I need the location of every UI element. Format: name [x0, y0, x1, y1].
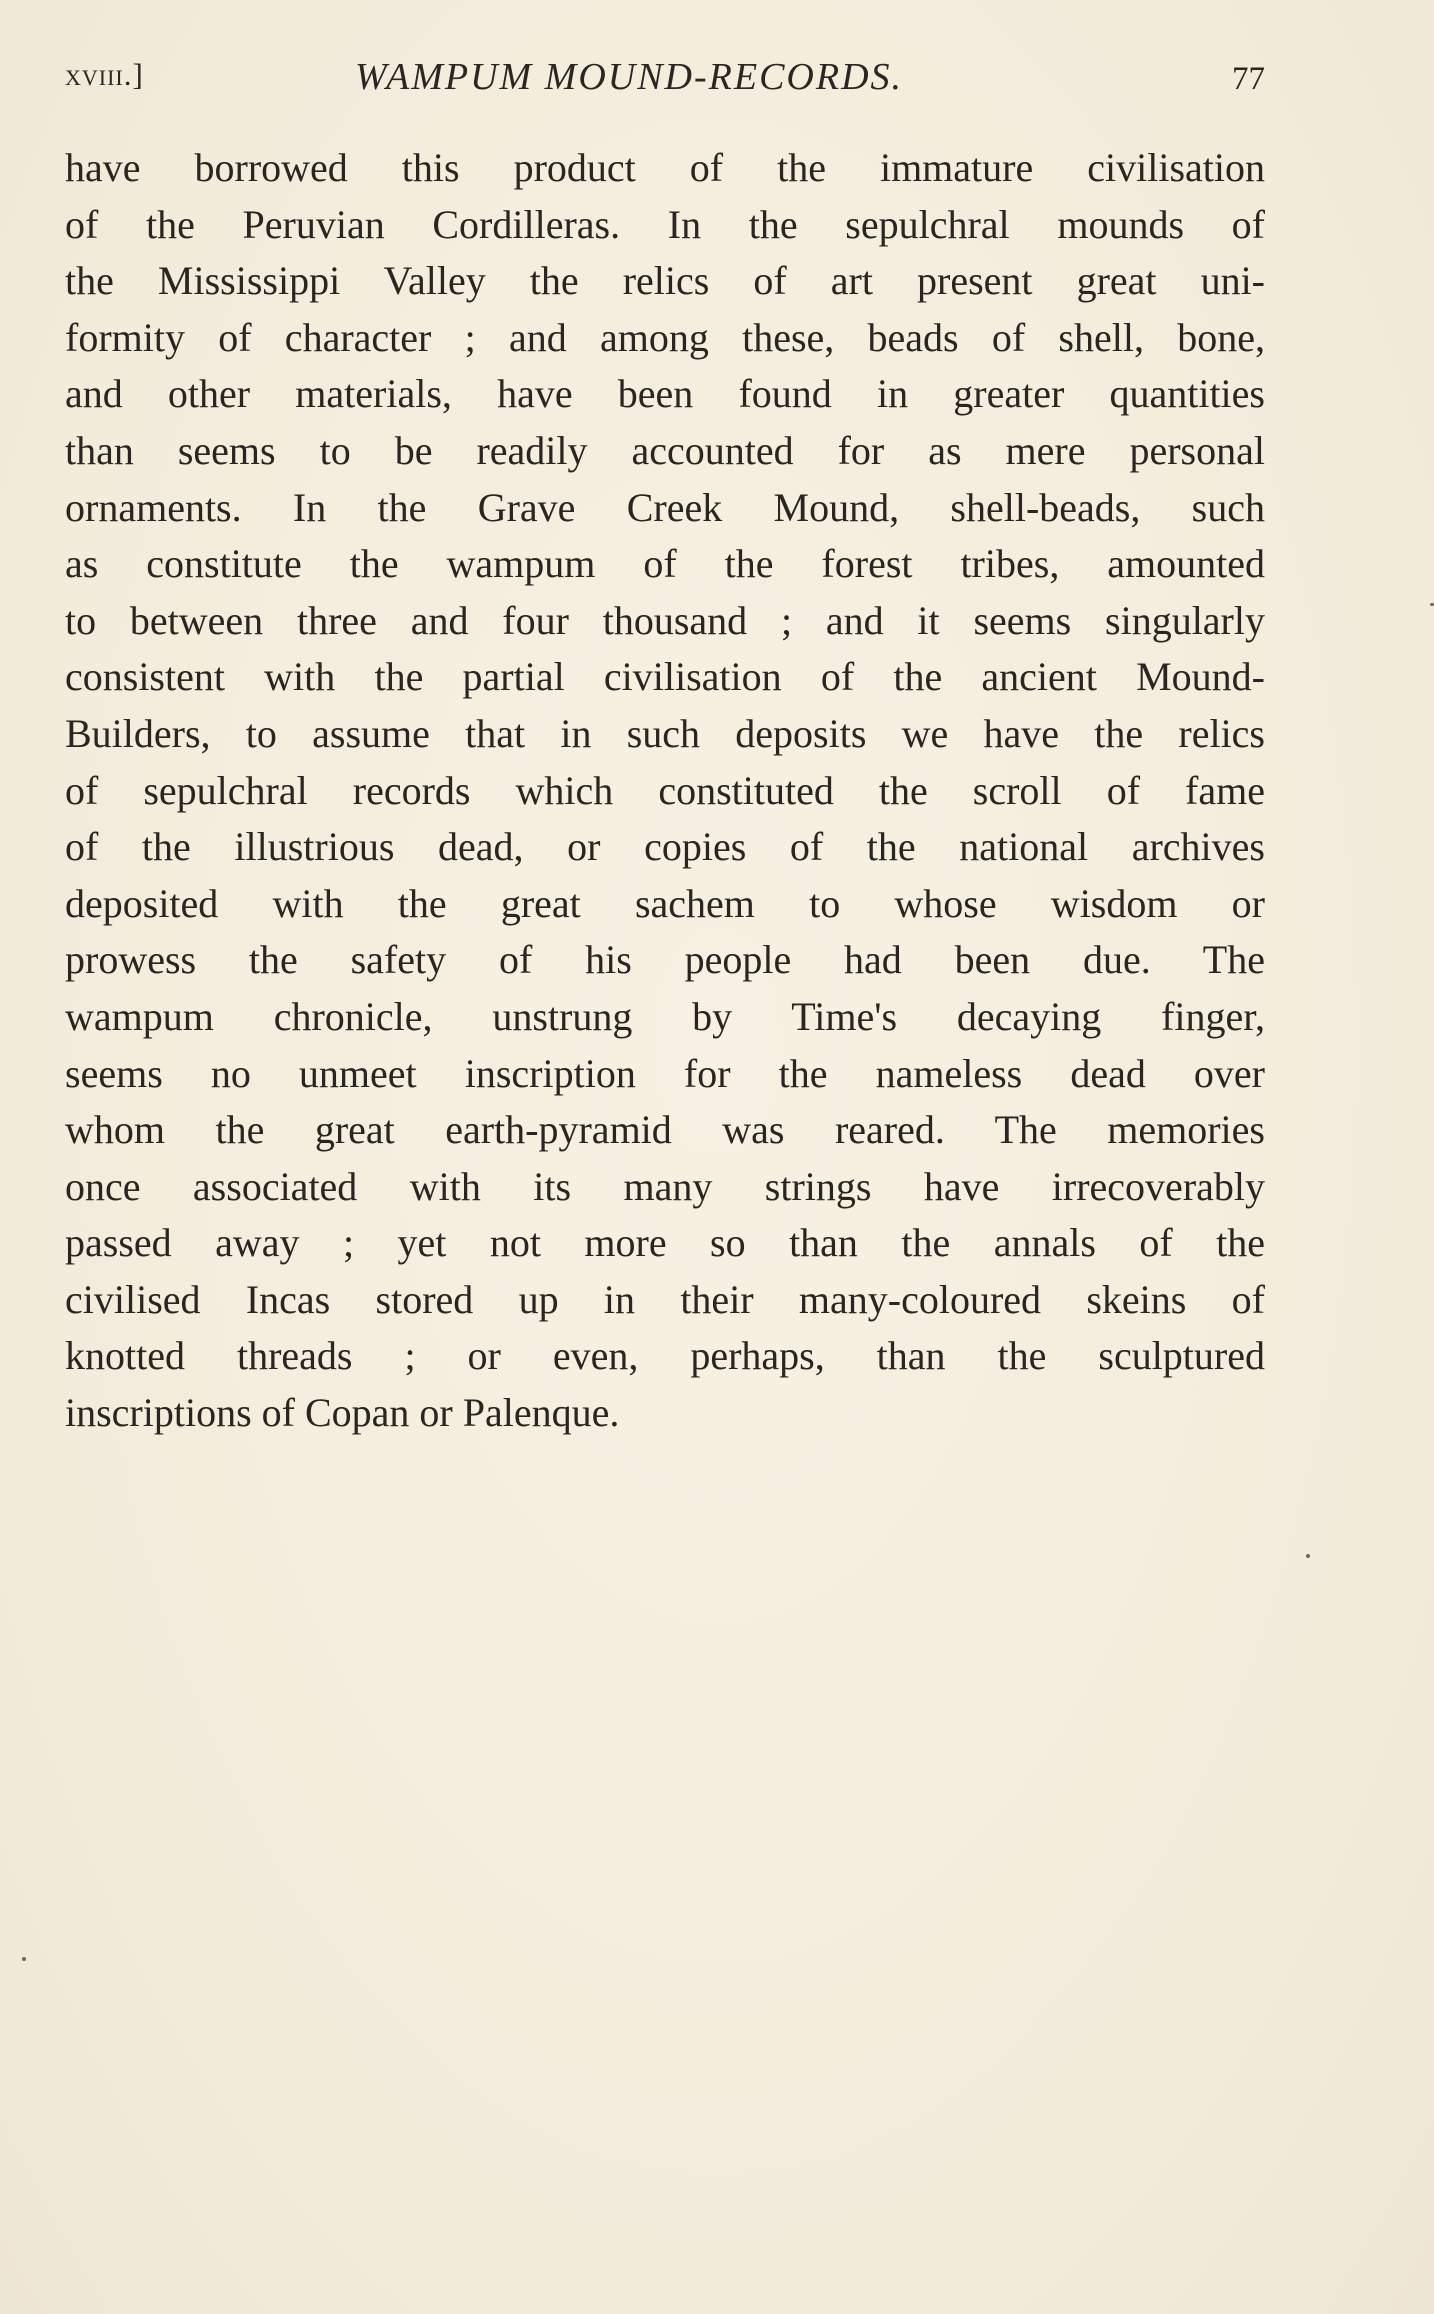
text-line: to between three and four thousand ; and it seems singularly — [65, 597, 1265, 643]
chapter-marker: xviii.] — [65, 57, 144, 92]
text-line: Builders, to assume that in such deposits we have the relics — [65, 710, 1265, 756]
text-line: ornaments. In the Grave Creek Mound, shell-beads, such — [65, 484, 1265, 530]
paper-speck — [22, 1957, 26, 1961]
text-line: seems no unmeet inscription for the nameless dead over — [65, 1050, 1265, 1096]
running-title: WAMPUM MOUND-RECORDS. — [355, 56, 904, 98]
text-line: as constitute the wampum of the forest tribes, amounted — [65, 541, 1265, 587]
text-line: of the illustrious dead, or copies of the national archives — [65, 824, 1265, 870]
text-line: passed away ; yet not more so than the annals of the — [65, 1220, 1265, 1266]
text-line: inscriptions of Copan or Palenque. — [65, 1390, 620, 1436]
text-line: prowess the safety of his people had been due. The — [65, 937, 1265, 983]
running-head — [65, 55, 1265, 105]
text-line: than seems to be readily accounted for as mere personal — [65, 427, 1265, 473]
text-line: deposited with the great sachem to whose wisdom or — [65, 880, 1265, 926]
paper-speck — [1306, 1554, 1310, 1558]
text-line: knotted threads ; or even, perhaps, than the sculptured — [65, 1333, 1265, 1379]
text-line: the Mississippi Valley the relics of art present great uni- — [65, 258, 1265, 304]
body-paragraph — [65, 140, 1265, 1442]
text-line: of sepulchral records which constituted the scroll of fame — [65, 767, 1265, 813]
text-line: and other materials, have been found in greater quantities — [65, 371, 1265, 417]
text-line: formity of character ; and among these, beads of shell, bone, — [65, 314, 1265, 360]
page-number: 77 — [1232, 61, 1265, 97]
text-line: have borrowed this product of the immature civilisation — [65, 145, 1265, 190]
text-line: of the Peruvian Cordilleras. In the sepulchral mounds of — [65, 201, 1265, 247]
text-line: civilised Incas stored up in their many-coloured skeins of — [65, 1276, 1265, 1322]
text-line: consistent with the partial civilisation of the ancient Mound- — [65, 654, 1265, 700]
text-line: whom the great earth-pyramid was reared. The memories — [65, 1107, 1265, 1153]
text-line: wampum chronicle, unstrung by Time's decaying finger, — [65, 993, 1265, 1039]
paper-speck — [1430, 603, 1434, 606]
text-line: once associated with its many strings have irrecoverably — [65, 1163, 1265, 1209]
